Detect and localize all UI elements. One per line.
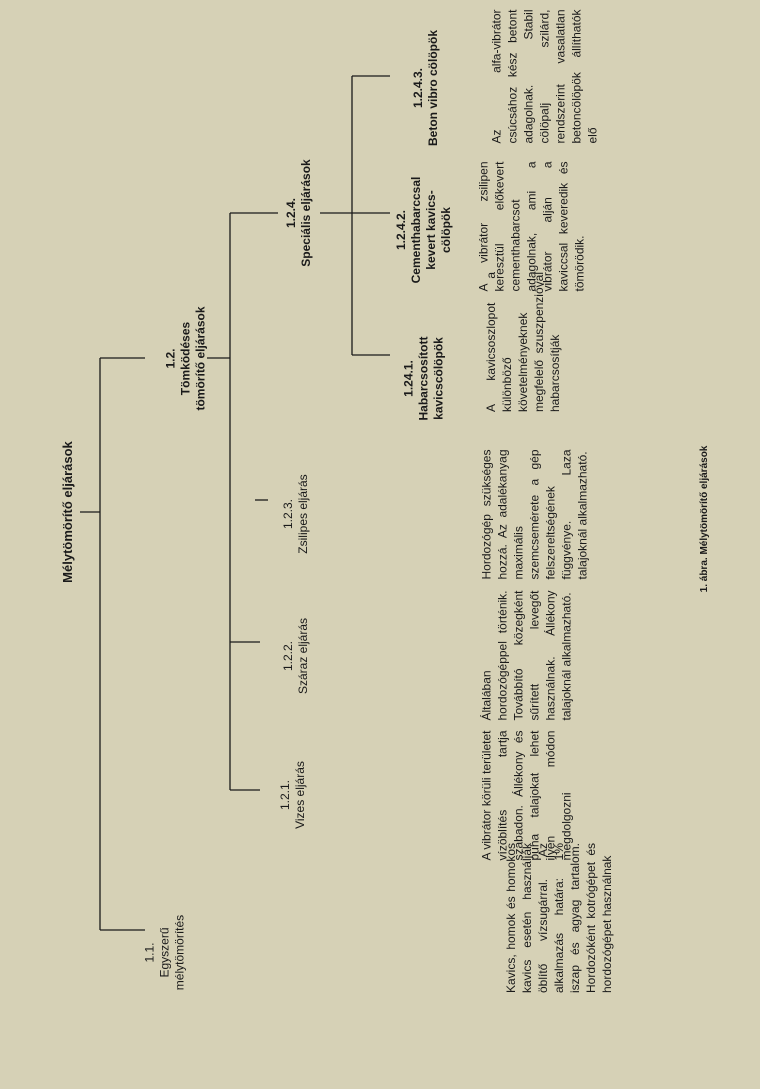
node-1-2-4 bbox=[284, 143, 314, 283]
node-number: 1.1. bbox=[142, 942, 157, 963]
description-text: A vibrátor zsilipen keresztül előkevert cementhabarcsot adagolnak, ami a vibrátor alján a kaviccsal keveredik és tömörödik. bbox=[476, 161, 587, 292]
description-text: Az alfa-vibrátor csúcsához kész betont adagolnak. Stabil cölöpalj szilárd, rendszerint vasalatlan betoncölöpök állíthatók elő bbox=[489, 9, 600, 144]
node-number: 1.2.4.3. bbox=[411, 67, 425, 109]
description-text: A kavicsoszlopot a különböző követelményeknek megfelelő szuszpenzióval habarcsosítják bbox=[484, 272, 562, 412]
node-1-2-3 bbox=[281, 454, 311, 574]
description-1-2-2 bbox=[479, 591, 624, 721]
node-label: Száraz eljárás bbox=[296, 617, 310, 695]
node-label: Tömködéses bbox=[178, 321, 193, 396]
node-number: 1.2. bbox=[163, 348, 178, 369]
node-label: kavicscölöpök bbox=[431, 337, 446, 420]
node-number: 1.2.2. bbox=[281, 640, 295, 672]
figure-caption bbox=[699, 419, 713, 619]
node-1-2-4-2 bbox=[394, 170, 454, 290]
node-label: Egyszerű bbox=[157, 927, 172, 978]
description-text: Hordozógép szükséges hozzá. Az adalékanyag maximális szemcsemérete a gép felszereltségének függvénye. Laza talajoknál alkalmazható. bbox=[479, 449, 590, 580]
node-label: Beton vibro cölöpök bbox=[426, 30, 440, 147]
node-label: tömörítő eljárások bbox=[193, 306, 208, 411]
node-1-2-4-1 bbox=[402, 324, 447, 434]
node-1-2-4-3 bbox=[411, 18, 441, 158]
node-1-2-1 bbox=[278, 745, 308, 845]
node-label: Zsilipes eljárás bbox=[296, 474, 310, 554]
description-text: Általában hordozógéppel történik. Továbbító közegként sűrített levegőt használnak. Állékony talajoknál alkalmazható. bbox=[479, 590, 574, 721]
node-number: 1.24.1. bbox=[401, 360, 416, 397]
description-1-2-1 bbox=[479, 731, 624, 861]
node-label: kevert kavics- bbox=[424, 190, 438, 270]
node-number: 1.2.1. bbox=[278, 779, 292, 811]
figure-caption-text: 1. ábra. Mélytömörítő eljárások bbox=[699, 445, 710, 593]
node-label: Cementhabarccsal bbox=[409, 176, 423, 284]
node-1-2-2 bbox=[281, 596, 311, 716]
description-text: A vibrátor körüli területet vízöblítés tartja szabadon. Állékony és puha talajokat lehet ilyen módon megdolgozni bbox=[479, 730, 574, 861]
root-title bbox=[60, 412, 80, 612]
node-1-1 bbox=[143, 903, 188, 1003]
description-text: Kavics, homok és homokos kavics esetén használják öblítő vízsugárral. Az alkalmazás határa: 1% iszap és agyag tartalom. Hordozóként kotrógépet és hordozógépet használnak bbox=[504, 843, 614, 993]
node-label: Habarcsosított bbox=[416, 336, 431, 421]
node-label: Vizes eljárás bbox=[293, 761, 307, 829]
description-1-2-4-1 bbox=[483, 272, 593, 412]
node-label: mélytömörítés bbox=[172, 914, 187, 991]
node-label: Speciális eljárások bbox=[299, 159, 313, 267]
description-1-2-3 bbox=[479, 450, 624, 580]
node-number: 1.2.4. bbox=[284, 197, 298, 229]
node-label: cölöpök bbox=[439, 207, 453, 254]
node-number: 1.2.3. bbox=[281, 498, 295, 530]
description-1-1 bbox=[503, 843, 653, 993]
node-1-2 bbox=[164, 279, 209, 439]
node-number: 1.2.4.2. bbox=[394, 209, 408, 251]
description-1-2-4-2 bbox=[476, 162, 621, 292]
root-title-text: Mélytömörítő eljárások bbox=[60, 441, 75, 583]
description-1-2-4-3 bbox=[489, 10, 634, 144]
